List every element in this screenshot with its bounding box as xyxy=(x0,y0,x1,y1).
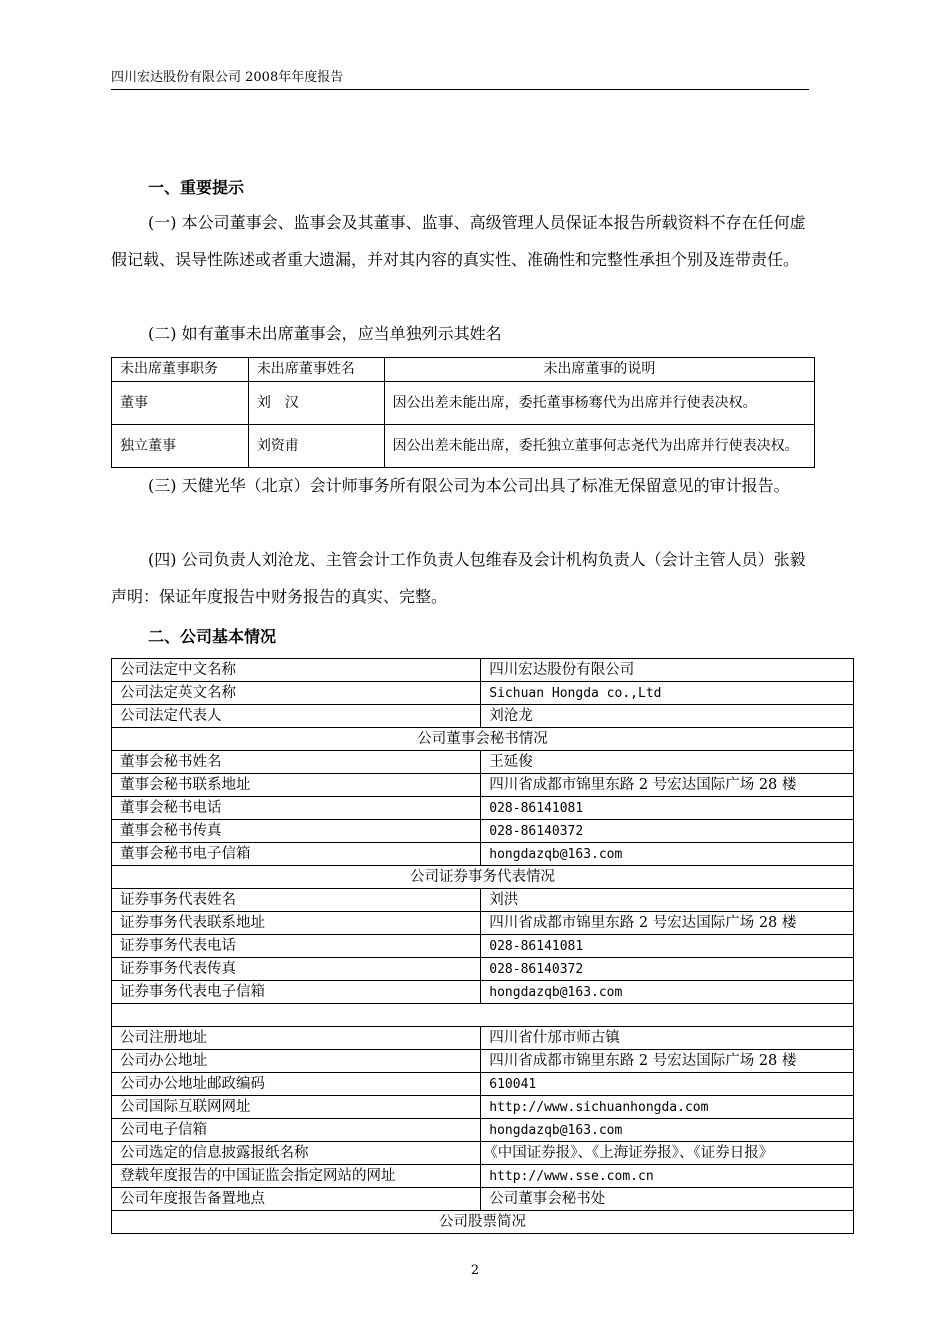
label-cell: 董事会秘书姓名 xyxy=(112,751,481,774)
table-row xyxy=(112,382,815,425)
table-header-row xyxy=(112,358,815,382)
table-row xyxy=(112,751,854,774)
paragraph-1: (一) 本公司董事会、监事会及其董事、监事、高级管理人员保证本报告所载资料不存在任何虚假记载、误导性陈述或者重大遗漏，并对其内容的真实性、准确性和完整性承担个别及连带责任。 xyxy=(111,213,806,269)
label-cell: 登载年度报告的中国证监会指定网站的网址 xyxy=(112,1165,481,1188)
label-cell: 公司法定英文名称 xyxy=(112,682,481,705)
table-row xyxy=(112,797,854,820)
table-row xyxy=(112,958,854,981)
label-cell: 公司电子信箱 xyxy=(112,1119,481,1142)
table-row xyxy=(112,659,854,682)
label-cell: 证券事务代表联系地址 xyxy=(112,912,481,935)
table-row xyxy=(112,912,854,935)
table-row xyxy=(112,1142,854,1165)
label-cell: 公司办公地址邮政编码 xyxy=(112,1073,481,1096)
table-subheader-row xyxy=(112,728,854,751)
value-cell: 公司董事会秘书处 xyxy=(481,1188,854,1211)
value-cell: http://www.sse.com.cn xyxy=(481,1165,854,1188)
cell-name: 刘 汉 xyxy=(248,382,384,425)
value-cell: hongdazqb@163.com xyxy=(481,843,854,866)
value-cell: 四川省什邡市师古镇 xyxy=(481,1027,854,1050)
value-cell: 四川宏达股份有限公司 xyxy=(481,659,854,682)
label-cell: 证券事务代表电子信箱 xyxy=(112,981,481,1004)
cell-position: 独立董事 xyxy=(112,425,249,468)
value-cell: 四川省成都市锦里东路 2 号宏达国际广场 28 楼 xyxy=(481,912,854,935)
page-header: 四川宏达股份有限公司 2008年年度报告 xyxy=(111,66,809,90)
label-cell: 公司法定中文名称 xyxy=(112,659,481,682)
table-row xyxy=(112,1165,854,1188)
label-cell: 公司注册地址 xyxy=(112,1027,481,1050)
value-cell: 刘沧龙 xyxy=(481,705,854,728)
value-cell: 四川省成都市锦里东路 2 号宏达国际广场 28 楼 xyxy=(481,774,854,797)
table-row xyxy=(112,1188,854,1211)
company-info-table xyxy=(111,658,854,1234)
table-row xyxy=(112,1027,854,1050)
secretary-header: 公司董事会秘书情况 xyxy=(112,728,854,751)
cell-position: 董事 xyxy=(112,382,249,425)
value-cell: 028-86141081 xyxy=(481,935,854,958)
table-row xyxy=(112,1050,854,1073)
label-cell: 董事会秘书电话 xyxy=(112,797,481,820)
label-cell: 公司办公地址 xyxy=(112,1050,481,1073)
value-cell: 刘洪 xyxy=(481,889,854,912)
value-cell: 《中国证券报》、《上海证券报》、《证券日报》 xyxy=(481,1142,854,1165)
value-cell: 028-86140372 xyxy=(481,820,854,843)
table-subheader-row xyxy=(112,866,854,889)
value-cell: 028-86140372 xyxy=(481,958,854,981)
header-cell: 未出席董事职务 xyxy=(112,358,249,382)
page-number: 2 xyxy=(470,1263,480,1278)
table-row xyxy=(112,843,854,866)
value-cell: Sichuan Hongda co.,Ltd xyxy=(481,682,854,705)
paragraph-4: (四) 公司负责人刘沧龙、主管会计工作负责人包维春及会计机构负责人（会计主管人员）张毅声明：保证年度报告中财务报告的真实、完整。 xyxy=(111,550,806,606)
table-row xyxy=(112,1096,854,1119)
table-row xyxy=(112,820,854,843)
value-cell: 四川省成都市锦里东路 2 号宏达国际广场 28 楼 xyxy=(481,1050,854,1073)
label-cell: 证券事务代表姓名 xyxy=(112,889,481,912)
table-row xyxy=(112,705,854,728)
table-row xyxy=(112,1119,854,1142)
value-cell: 王延俊 xyxy=(481,751,854,774)
table-row xyxy=(112,682,854,705)
cell-note: 因公出差未能出席，委托独立董事何志尧代为出席并行使表决权。 xyxy=(384,425,814,468)
header-cell: 未出席董事的说明 xyxy=(384,358,814,382)
cell-name: 刘资甫 xyxy=(248,425,384,468)
table-row xyxy=(112,425,815,468)
table-row xyxy=(112,1073,854,1096)
label-cell: 公司法定代表人 xyxy=(112,705,481,728)
empty-cell xyxy=(112,1004,854,1027)
section-title-company-info: 二、公司基本情况 xyxy=(148,627,277,646)
section-title-important-notice: 一、重要提示 xyxy=(148,178,245,197)
table-row xyxy=(112,774,854,797)
value-cell: hongdazqb@163.com xyxy=(481,1119,854,1142)
stock-header: 公司股票简况 xyxy=(112,1211,854,1234)
cell-note: 因公出差未能出席，委托董事杨骞代为出席并行使表决权。 xyxy=(384,382,814,425)
table-row xyxy=(112,889,854,912)
label-cell: 董事会秘书联系地址 xyxy=(112,774,481,797)
paragraph-3: (三) 天健光华（北京）会计师事务所有限公司为本公司出具了标准无保留意见的审计报告。 xyxy=(148,476,790,495)
table-row xyxy=(112,935,854,958)
value-cell: http://www.sichuanhongda.com xyxy=(481,1096,854,1119)
label-cell: 董事会秘书电子信箱 xyxy=(112,843,481,866)
securities-rep-header: 公司证券事务代表情况 xyxy=(112,866,854,889)
paragraph-2: (二) 如有董事未出席董事会，应当单独列示其姓名 xyxy=(148,324,502,343)
table-row xyxy=(112,981,854,1004)
label-cell: 证券事务代表传真 xyxy=(112,958,481,981)
label-cell: 董事会秘书传真 xyxy=(112,820,481,843)
value-cell: 028-86141081 xyxy=(481,797,854,820)
header-cell: 未出席董事姓名 xyxy=(248,358,384,382)
label-cell: 证券事务代表电话 xyxy=(112,935,481,958)
label-cell: 公司选定的信息披露报纸名称 xyxy=(112,1142,481,1165)
value-cell: 610041 xyxy=(481,1073,854,1096)
table-subheader-row xyxy=(112,1211,854,1234)
value-cell: hongdazqb@163.com xyxy=(481,981,854,1004)
label-cell: 公司年度报告备置地点 xyxy=(112,1188,481,1211)
absent-directors-table xyxy=(111,357,815,468)
empty-row xyxy=(112,1004,854,1027)
label-cell: 公司国际互联网网址 xyxy=(112,1096,481,1119)
